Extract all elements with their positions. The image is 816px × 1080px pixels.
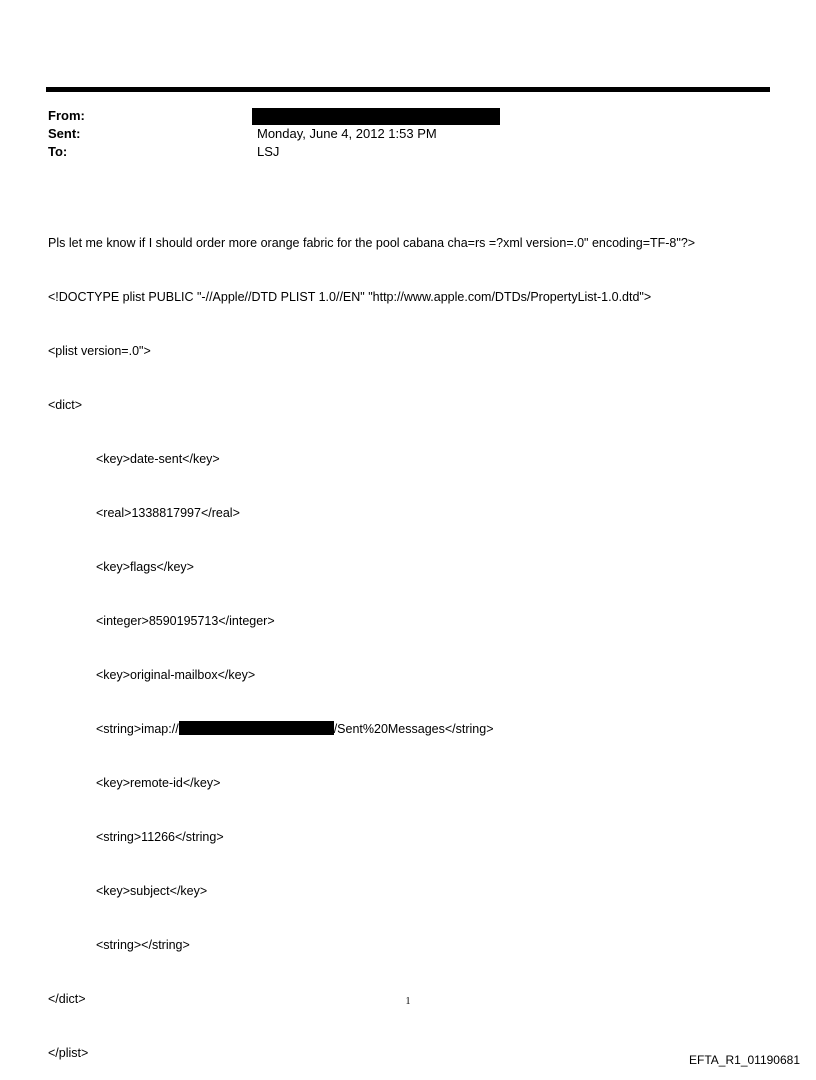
sent-label: Sent: [48,126,81,141]
mailbox-suffix: /Sent%20Messages</string> [333,722,494,736]
body-line: <string>11266</string> [96,830,224,844]
body-line-mailbox [48,720,788,738]
body-line: <key>date-sent</key> [96,452,220,466]
to-label: To: [48,144,68,159]
mailbox-redaction [179,721,334,735]
body-line: </dict> [48,992,86,1006]
mailbox-prefix: <string>imap:// [96,722,179,736]
email-body [48,198,788,1080]
from-label: From: [48,108,85,123]
from-redaction [252,108,500,125]
body-line: <plist version=.0"> [48,344,151,358]
sent-value: Monday, June 4, 2012 1:53 PM [257,126,437,141]
body-line: <key>flags</key> [96,560,194,574]
body-line: <integer>8590195713</integer> [96,614,275,628]
to-value: LSJ [257,144,280,159]
body-line: <key>original-mailbox</key> [96,668,256,682]
body-line: Pls let me know if I should order more orange fabric for the pool cabana cha=rs =?xml version=.0" encoding=TF-8"?> [48,236,696,250]
body-line: <key>remote-id</key> [96,776,221,790]
body-line: <key>subject</key> [96,884,208,898]
body-line: <string></string> [96,938,190,952]
bates-number: EFTA_R1_01190681 [689,1053,800,1067]
body-line: <!DOCTYPE plist PUBLIC "-//Apple//DTD PLIST 1.0//EN" "http://www.apple.com/DTDs/PropertyList-1.0.dtd"> [48,290,652,304]
body-line: </plist> [48,1046,89,1060]
body-line: <dict> [48,398,83,412]
page-number: 1 [405,996,411,1007]
body-line: <real>1338817997</real> [96,506,240,520]
header-rule [46,87,770,92]
